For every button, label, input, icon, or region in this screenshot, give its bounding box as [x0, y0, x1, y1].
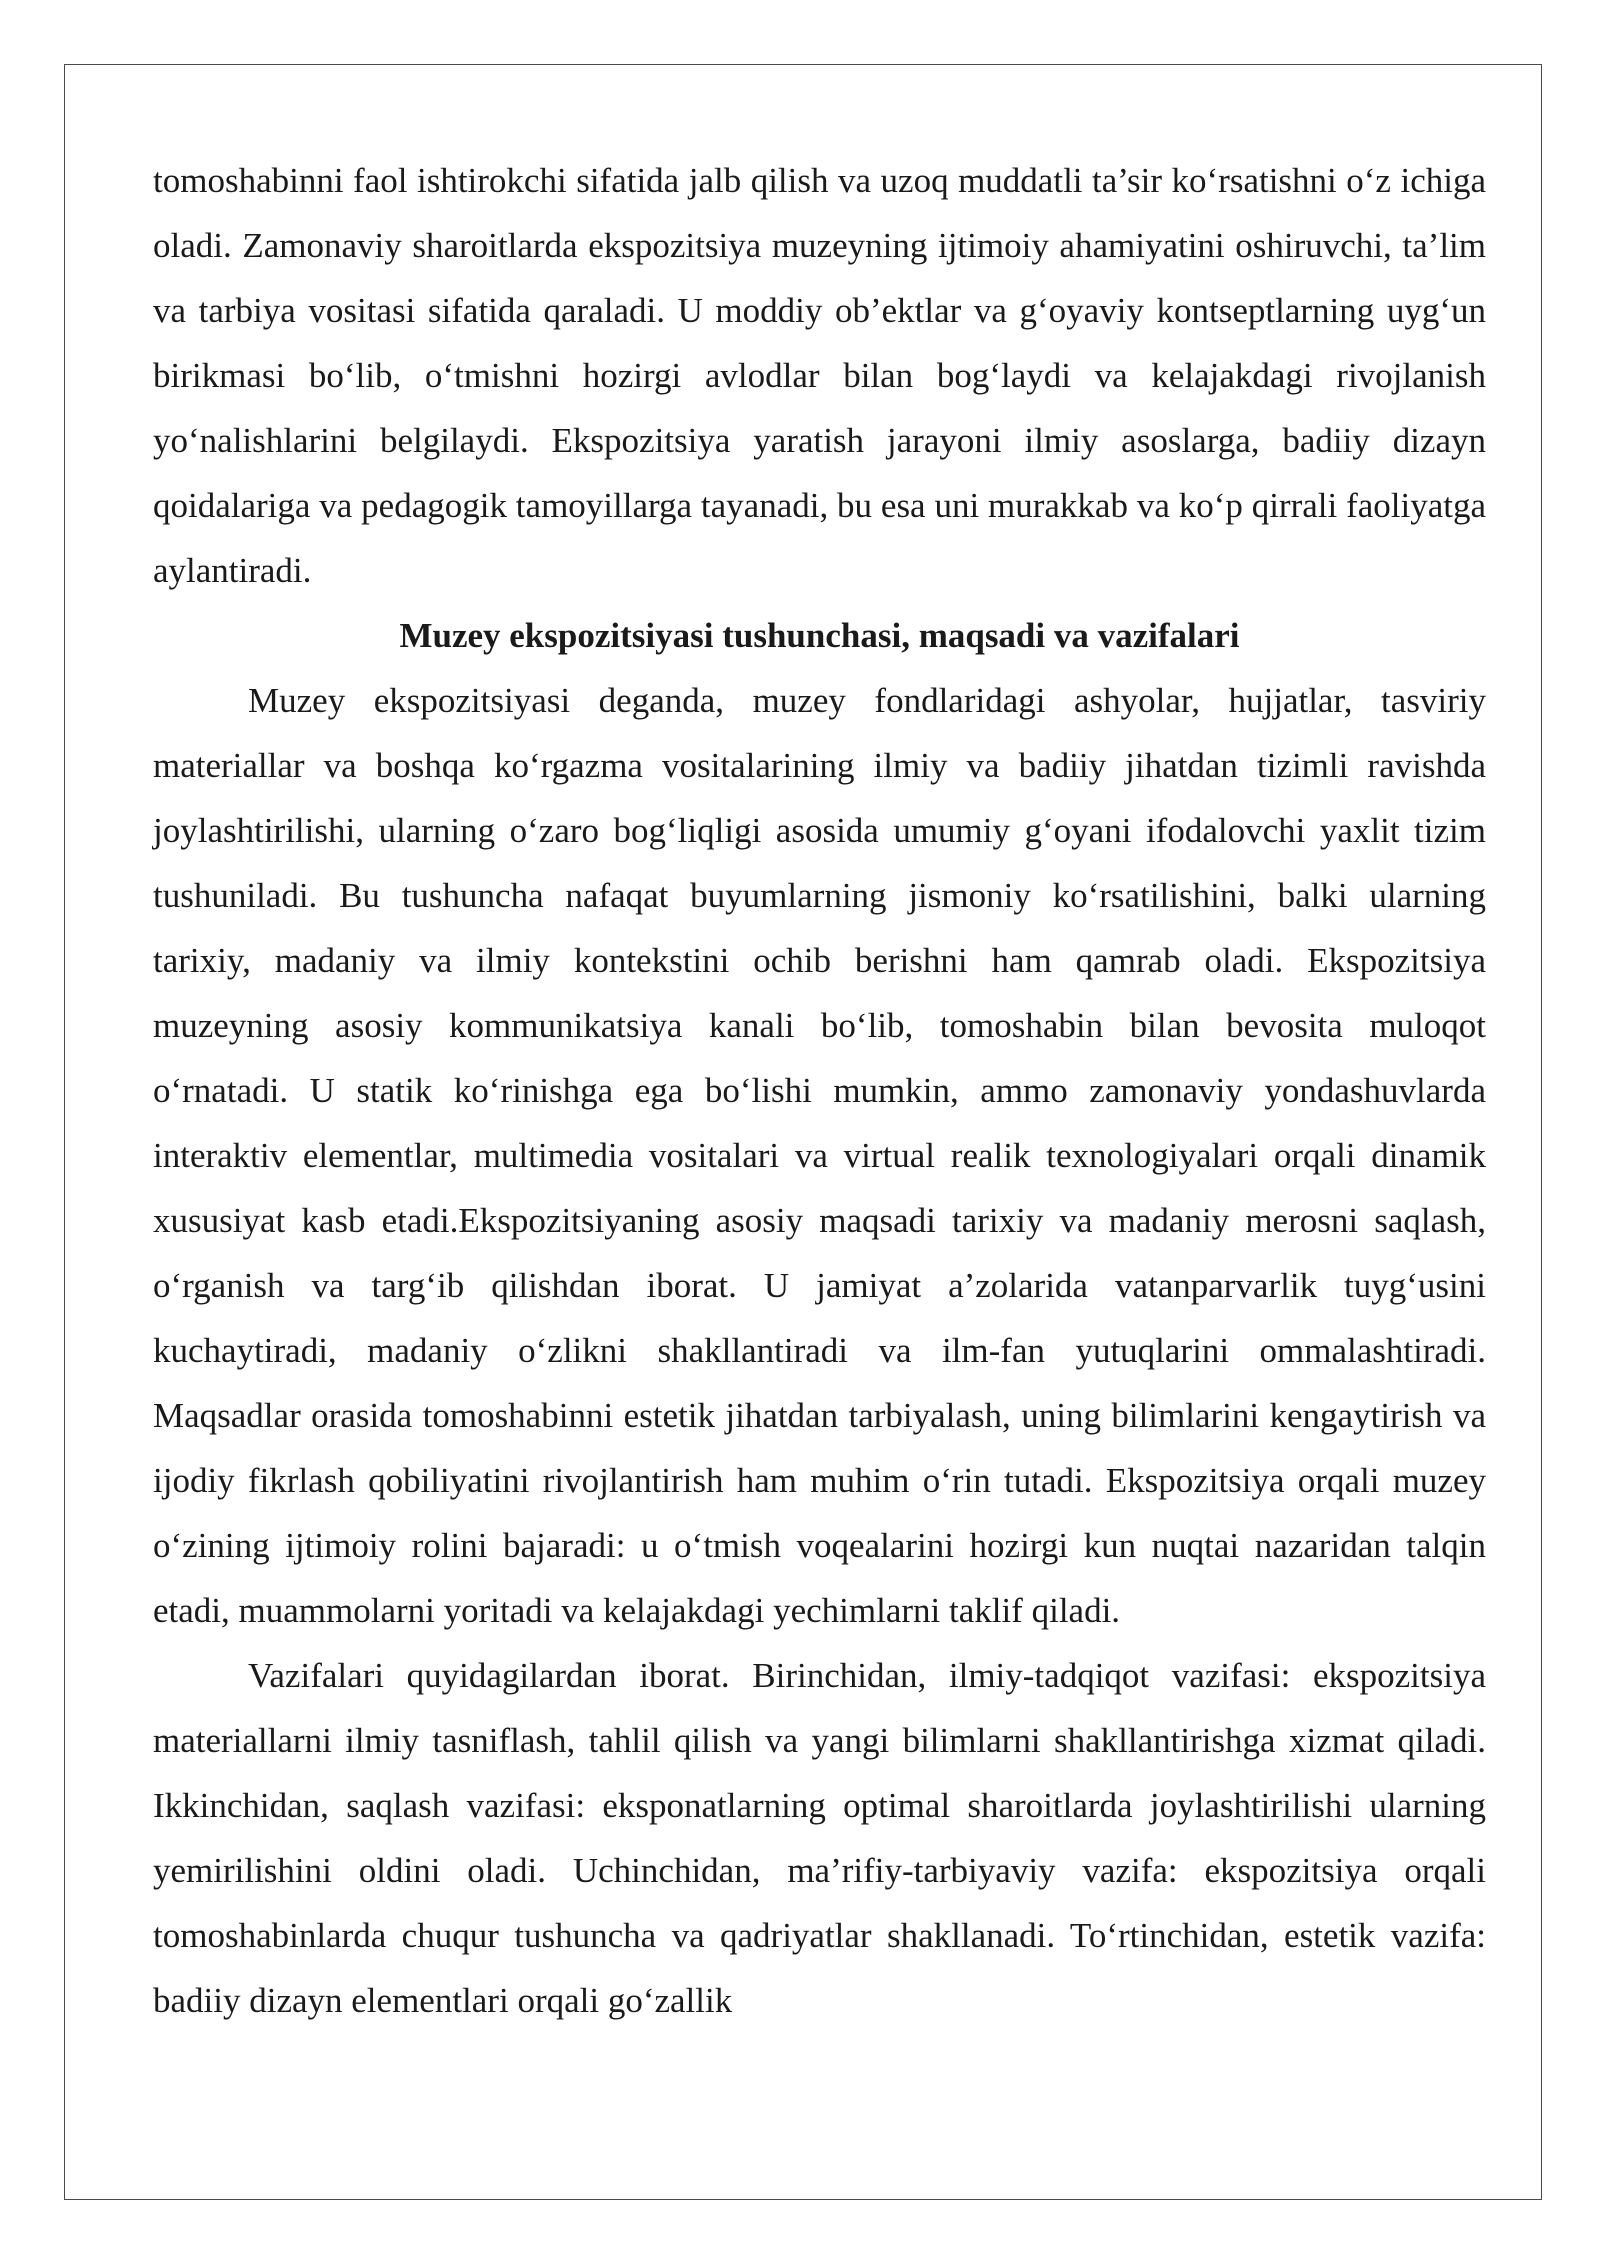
- section-heading: Muzey ekspozitsiyasi tushunchasi, maqsadi va vazifalari: [399, 616, 1240, 655]
- document-body: [153, 148, 1486, 2033]
- paragraph-continuation: tomoshabinni faol ishtirokchi sifatida jalb qilish va uzoq muddatli ta’sir ko‘rsatishni o‘z ichiga oladi. Zamonaviy sharoitlarda ekspozitsiya muzeyning ijtimoiy ahamiyatini oshiruvchi, ta’lim va tarbiya vositasi sifatida qaraladi. U moddiy ob’ektlar va g‘oyaviy kontseptlarning uyg‘un birikmasi bo‘lib, o‘tmishni hozirgi avlodlar bilan bog‘laydi va kelajakdagi rivojlanish yo‘nalishlarini belgilaydi. Ekspozitsiya yaratish jarayoni ilmiy asoslarga, badiiy dizayn qoidalariga va pedagogik tamoyillarga tayanadi, bu esa uni murakkab va ko‘p qirrali faoliyatga aylantiradi.: [153, 161, 1486, 590]
- paragraph-tasks: Vazifalari quyidagilardan iborat. Birinchidan, ilmiy-tadqiqot vazifasi: ekspozitsiya materiallarni ilmiy tasniflash, tahlil qilish va yangi bilimlarni shakllantirishga xizmat qiladi. Ikkinchidan, saqlash vazifasi: eksponatlarning optimal sharoitlarda joylashtirilishi ularning yemirilishini oldini oladi. Uchinchidan, ma’rifiy-tarbiyaviy vazifa: ekspozitsiya orqali tomoshabinlarda chuqur tushuncha va qadriyatlar shakllanadi. To‘rtinchidan, estetik vazifa: badiiy dizayn elementlari orqali go‘zallik: [153, 1656, 1486, 2020]
- paragraph-definition: Muzey ekspozitsiyasi deganda, muzey fondlaridagi ashyolar, hujjatlar, tasviriy materiallar va boshqa ko‘rgazma vositalarining ilmiy va badiiy jihatdan tizimli ravishda joylashtirilishi, ularning o‘zaro bog‘liqligi asosida umumiy g‘oyani ifodalovchi yaxlit tizim tushuniladi. Bu tushuncha nafaqat buyumlarning jismoniy ko‘rsatilishini, balki ularning tarixiy, madaniy va ilmiy kontekstini ochib berishni ham qamrab oladi. Ekspozitsiya muzeyning asosiy kommunikatsiya kanali bo‘lib, tomoshabin bilan bevosita muloqot o‘rnatadi. U statik ko‘rinishga ega bo‘lishi mumkin, ammo zamonaviy yondashuvlarda interaktiv elementlar, multimedia vositalari va virtual realik texnologiyalari orqali dinamik xususiyat kasb etadi.Ekspozitsiyaning asosiy maqsadi tarixiy va madaniy merosni saqlash, o‘rganish va targ‘ib qilishdan iborat. U jamiyat a’zolarida vatanparvarlik tuyg‘usini kuchaytiradi, madaniy o‘zlikni shakllantiradi va ilm-fan yutuqlarini ommalashtiradi. Maqsadlar orasida tomoshabinni estetik jihatdan tarbiyalash, uning bilimlarini kengaytirish va ijodiy fikrlash qobiliyatini rivojlantirish ham muhim o‘rin tutadi. Ekspozitsiya orqali muzey o‘zining ijtimoiy rolini bajaradi: u o‘tmish voqealarini hozirgi kun nuqtai nazaridan talqin etadi, muammolarni yoritadi va kelajakdagi yechimlarni taklif qiladi.: [153, 681, 1486, 1630]
